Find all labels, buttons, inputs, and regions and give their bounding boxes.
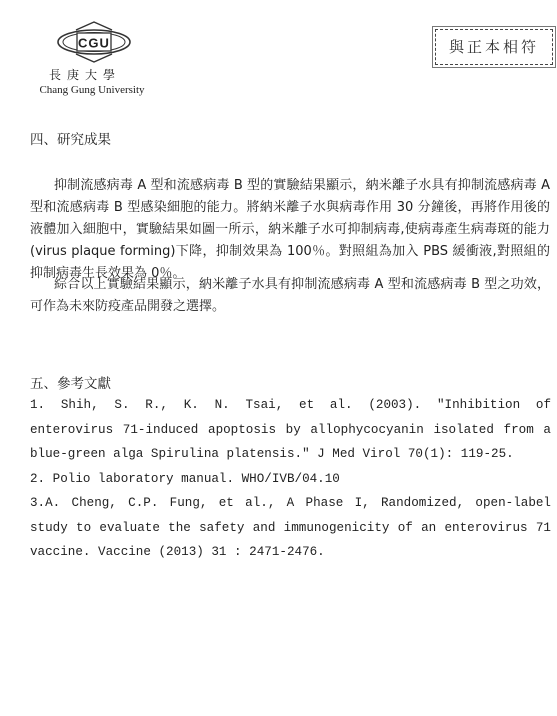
logo-lettering: CGU [78, 35, 110, 51]
section4-paragraph-1: 抑制流感病毒 A 型和流感病毒 B 型的實驗結果顯示，納米離子水具有抑制流感病毒 A 型和流感病毒 B 型感染細胞的能力。將納米離子水與病毒作用 30 分鐘後，再將作用後的液體加入細胞中，實驗結果如圖一所示，納米離子水可抑制病毒,使病毒產生病毒斑的能力(virus plaque forming)下降，抑制效果為 100％。對照組為加入 PBS 緩衝液,對照組的抑制病毒生長效果為 0％。 [30, 178, 550, 281]
reference-item-1: 1. Shih, S. R., K. N. Tsai, et al. (2003). "Inhibition of enterovirus 71-induced apoptosis by allophycocyanin isolated from a blue-green alga Spirulina platensis." J Med Virol 70(1): 119-25. [30, 398, 551, 461]
university-name-cn: 長庚大學 [48, 68, 121, 82]
reference-item-3: 3.A. Cheng, C.P. Fung, et al., A Phase I, Randomized, open-label study to evaluate the safety and immunogenicity of an enterovirus 71 vaccine. Vaccine (2013) 31 : 2471-2476. [30, 496, 551, 559]
university-name-en: Chang Gung University [39, 84, 145, 96]
reference-list [30, 393, 551, 565]
reference-item-2: 2. Polio laboratory manual. WHO/IVB/04.10 [30, 471, 340, 486]
university-logo-block [34, 20, 154, 96]
certified-copy-stamp: 與正本相符 [435, 29, 553, 65]
section4-paragraph-2: 綜合以上實驗結果顯示，納米離子水具有抑制流感病毒 A 型和流感病毒 B 型之功效，可作為未來防疫產品開發之選擇。 [30, 277, 550, 314]
university-logo-emblem [56, 20, 132, 64]
section5-heading: 五、參考文獻 [30, 376, 111, 392]
section4-heading: 四、研究成果 [30, 132, 111, 148]
